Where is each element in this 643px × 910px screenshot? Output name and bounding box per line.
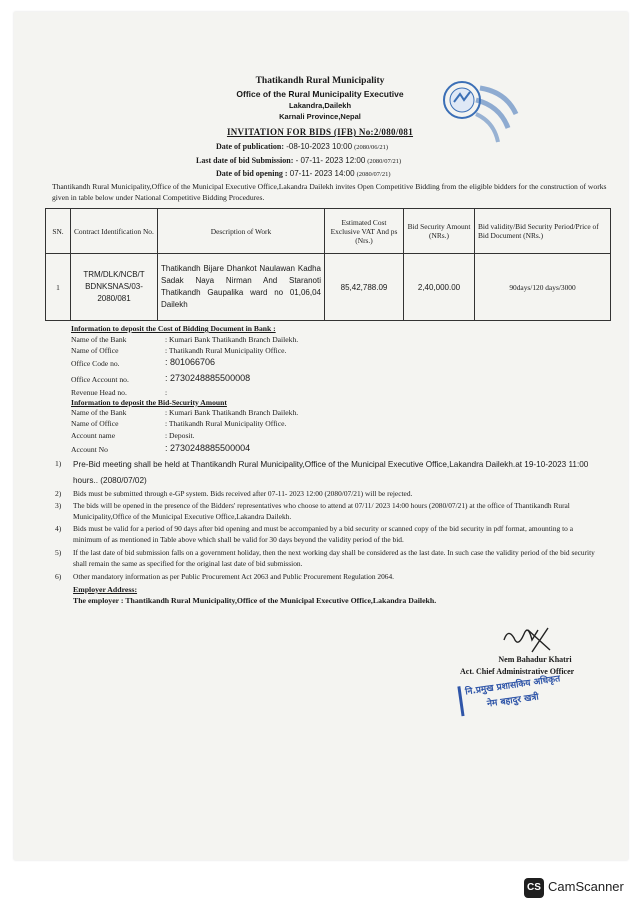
note-text: Other mandatory information as per Public Procurement Act 2063 and Public Procurement Regulation 2064. bbox=[73, 572, 395, 581]
field-value: : 801066706 bbox=[165, 357, 216, 367]
office-name: Office of the Rural Municipality Executive bbox=[236, 89, 404, 99]
note-number: 3) bbox=[55, 501, 62, 510]
field-label: Name of Office bbox=[71, 419, 119, 428]
note-text: If the last date of bid submission falls on a government holiday, then the next working day shall be considered as the last date. In such case the validity period of the bid security shall remain the same as specified for the original last date of bid submission. bbox=[73, 548, 595, 568]
field-value: : Thatikandh Rural Municipality Office. bbox=[165, 346, 287, 355]
note-number: 1) bbox=[55, 459, 62, 468]
cell-bid-security: 2,40,000.00 bbox=[404, 254, 475, 321]
municipality-name: Thatikandh Rural Municipality bbox=[255, 76, 385, 86]
ifb-title: INVITATION FOR BIDS (IFB) No:2/080/081 bbox=[226, 127, 414, 137]
note-text: Bids must be valid for a period of 90 days after bid opening and must be accompanied by a bid security or scanned copy of the bid security in pdf format, amounting to a minimum of as mentioned in Table above which shall be valid for 30 days beyond the validity period of the bid. bbox=[73, 524, 573, 544]
field-label: Name of the Bank bbox=[71, 335, 127, 344]
camscanner-label: CamScanner bbox=[548, 879, 624, 894]
field-value: : 2730248885500004 bbox=[165, 443, 251, 453]
field-value: : Kumari Bank Thatikandh Branch Dailekh. bbox=[165, 335, 299, 344]
note-text: Bids must be submitted through e-GP system. Bids received after 07-11- 2023 12:00 (2080/07/21) will be rejected. bbox=[73, 489, 413, 498]
cell-estimated-cost: 85,42,788.09 bbox=[325, 254, 404, 321]
cell-contract-id: TRM/DLK/NCB/T BDNKSNAS/03-2080/081 bbox=[71, 254, 158, 321]
signatory-name: Nem Bahadur Khatri bbox=[498, 655, 572, 664]
field-label: Office Account no. bbox=[71, 375, 129, 384]
header-sn: SN. bbox=[46, 209, 71, 254]
employer-heading: Employer Address: bbox=[73, 585, 138, 594]
cell-bid-validity: 90days/120 days/3000 bbox=[475, 254, 611, 321]
signature-scribble-icon bbox=[498, 620, 558, 656]
header-bid-validity: Bid validity/Bid Security Period/Price of Bid Document (NRs.) bbox=[475, 209, 611, 254]
field-value: : 2730248885500008 bbox=[165, 373, 251, 383]
field-label: Office Code no. bbox=[71, 359, 120, 368]
field-value: : bbox=[165, 388, 168, 397]
stamp-line-2: नेम बहादुर खत्री bbox=[486, 692, 540, 710]
note-number: 6) bbox=[55, 572, 62, 581]
header-estimated-cost: Estimated Cost Exclusive VAT And ps (Nrs.) bbox=[325, 209, 404, 254]
camscanner-logo-icon: CS bbox=[524, 878, 544, 898]
note-number: 2) bbox=[55, 489, 62, 498]
works-table bbox=[45, 208, 611, 321]
field-label: Name of the Bank bbox=[71, 408, 127, 417]
field-value: : Thatikandh Rural Municipality Office. bbox=[165, 419, 287, 428]
bid-security-heading: Information to deposit the Bid-Security Amount bbox=[71, 398, 227, 407]
intro-paragraph: Thantikandh Rural Municipality,Office of the Municipal Executive Office,Lakandra Dailekh invites Open Competitive Bidding from the eligible bidders for the construction of works given in table below under National Competitive Bidding Procedures. bbox=[52, 182, 607, 202]
field-label: Account No bbox=[71, 445, 108, 454]
cell-sn: 1 bbox=[46, 254, 71, 321]
table-header-row bbox=[46, 209, 611, 254]
header-contract-id: Contract Identification No. bbox=[71, 209, 158, 254]
opening-date: Date of bid opening : 07-11- 2023 14:00 (2080/07/21) bbox=[216, 169, 391, 178]
publication-date: Date of publication: -08-10-2023 10:00 (2080/06/21) bbox=[216, 142, 389, 151]
field-label: Account name bbox=[71, 431, 116, 440]
note-number: 4) bbox=[55, 524, 62, 533]
field-value: : Kumari Bank Thatikandh Branch Dailekh. bbox=[165, 408, 299, 417]
table-row bbox=[46, 254, 611, 321]
header-bid-security: Bid Security Amount (NRs.) bbox=[404, 209, 475, 254]
address-line-1: Lakandra,Dailekh bbox=[288, 101, 352, 110]
field-value: : Deposit. bbox=[165, 431, 195, 440]
address-line-2: Karnali Province,Nepal bbox=[279, 112, 361, 121]
note-number: 5) bbox=[55, 548, 62, 557]
field-label: Name of Office bbox=[71, 346, 119, 355]
header-description: Description of Work bbox=[158, 209, 325, 254]
stamp-line-1: नि.प्रमुख प्रशासकिय अधिकृत bbox=[464, 674, 561, 698]
note-text: Pre-Bid meeting shall be held at Thantikandh Rural Municipality,Office of the Municipal Executive Office,Lakandra Dailekh.at 19-10-2023 11:00 hours.. (2080/07/02) bbox=[73, 460, 589, 485]
cell-description: Thatikandh Bijare Dhankot Naulawan Kadha Sadak Naya Nirman And Staranoti Thatikandh Gaupalika ward no 01,06,04 Dailekh bbox=[158, 254, 325, 321]
submission-date: Last date of bid Submission: - 07-11- 2023 12:00 (2080/07/21) bbox=[196, 156, 402, 165]
field-label: Revenue Head no. bbox=[71, 388, 127, 397]
employer-text: The employer : Thantikandh Rural Municipality,Office of the Municipal Executive Office,Lakandra Dailekh. bbox=[73, 596, 437, 605]
bank-cost-heading: Information to deposit the Cost of Bidding Document in Bank : bbox=[71, 324, 276, 333]
note-text: The bids will be opened in the presence of the Bidders' representatives who choose to attend at 07/11/ 2023 14:00 hours (2080/07/21) at the office of Thantikandh Rural Municipality,Office of the Municipal Executive Office,Lakandra Dailekh. bbox=[73, 501, 570, 521]
signatory-title: Act. Chief Administrative Officer bbox=[460, 667, 575, 676]
